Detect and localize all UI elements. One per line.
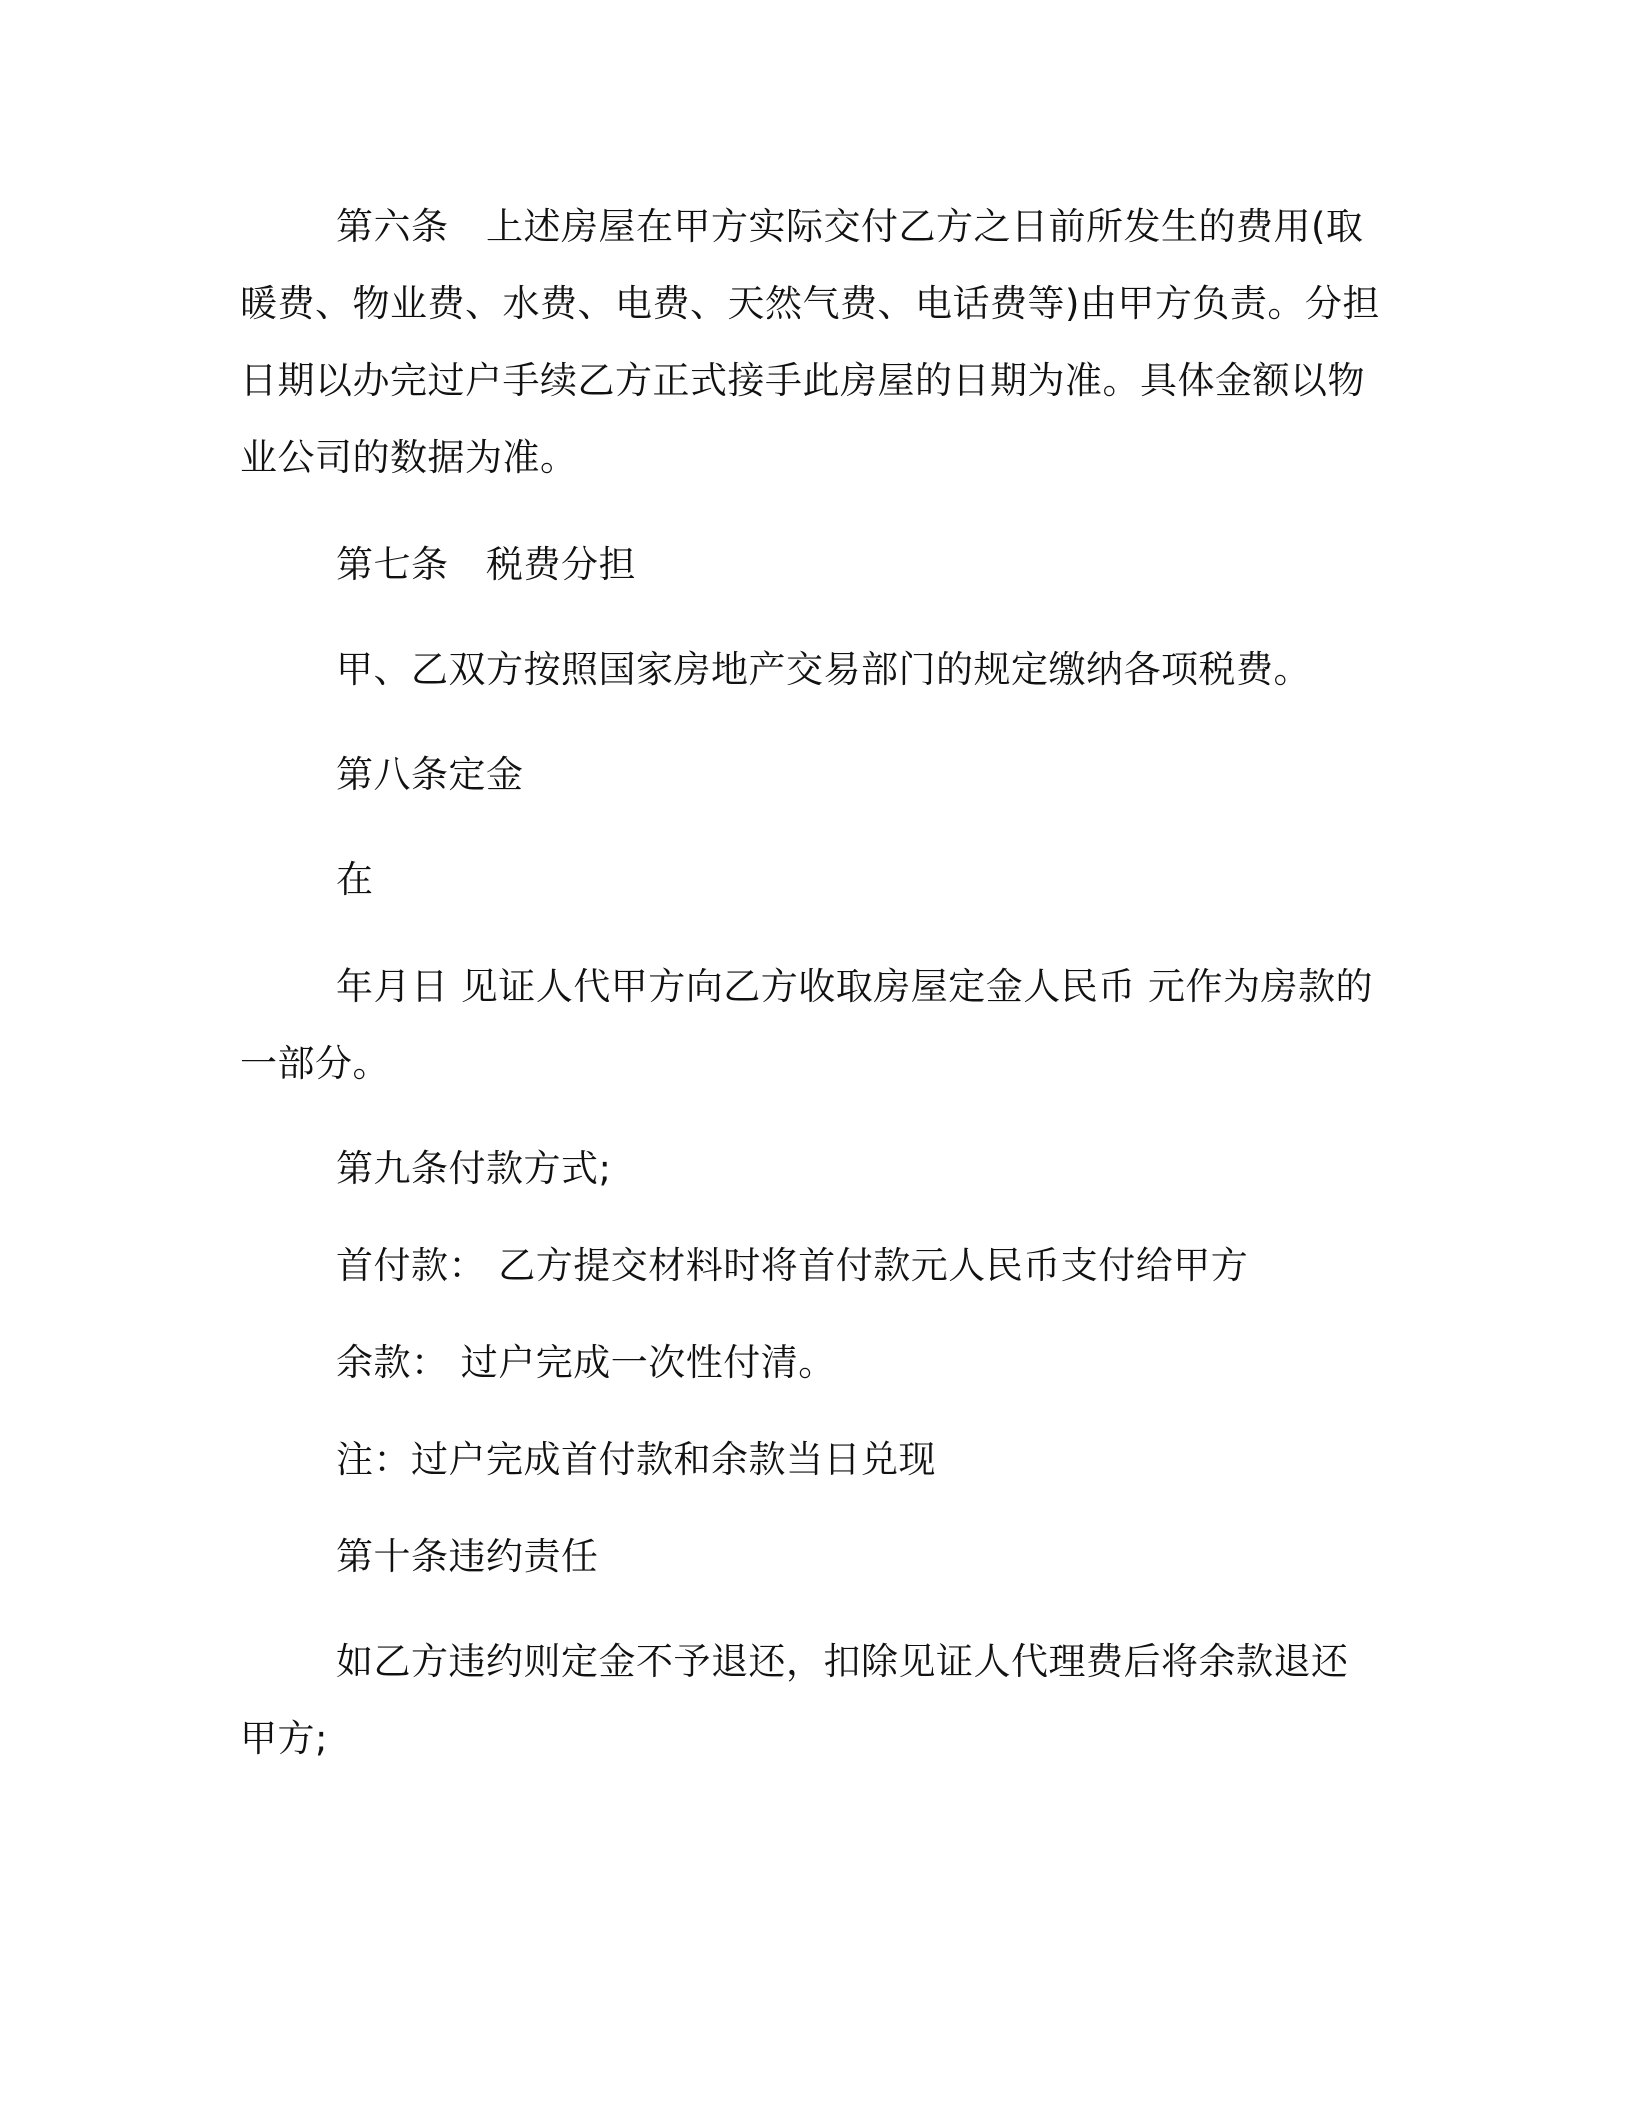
paragraph-breach-liability: 如乙方违约则定金不予退还，扣除见证人代理费后将余款退还甲方;: [240, 1640, 1349, 1760]
document-body: [240, 188, 1380, 1777]
paragraph-tax-sharing: 甲、乙双方按照国家房地产交易部门的规定缴纳各项税费。: [336, 648, 1311, 691]
paragraph-payment-note: 注：过户完成首付款和余款当日兑现: [336, 1438, 936, 1481]
paragraph-down-payment: 首付款： 乙方提交材料时将首付款元人民币支付给甲方: [336, 1244, 1249, 1287]
paragraph-article-10-heading: 第十条违约责任: [336, 1535, 599, 1578]
paragraph-article-8-heading: 第八条定金: [336, 753, 524, 796]
paragraph-deposit-prefix: 在: [336, 858, 374, 901]
paragraph-article-7-heading: 第七条 税费分担: [336, 543, 636, 586]
paragraph-article-9-heading: 第九条付款方式;: [336, 1147, 612, 1190]
paragraph-deposit-details: 年月日 见证人代甲方向乙方收取房屋定金人民币 元作为房款的一部分。: [240, 965, 1374, 1085]
paragraph-article-6: 第六条 上述房屋在甲方实际交付乙方之日前所发生的费用(取暖费、物业费、水费、电费、天然气费、电话费等)由甲方负责。分担日期以办完过户手续乙方正式接手此房屋的日期为准。具体金额以物业公司的数据为准。: [240, 205, 1380, 479]
paragraph-balance: 余款： 过户完成一次性付清。: [336, 1341, 836, 1384]
